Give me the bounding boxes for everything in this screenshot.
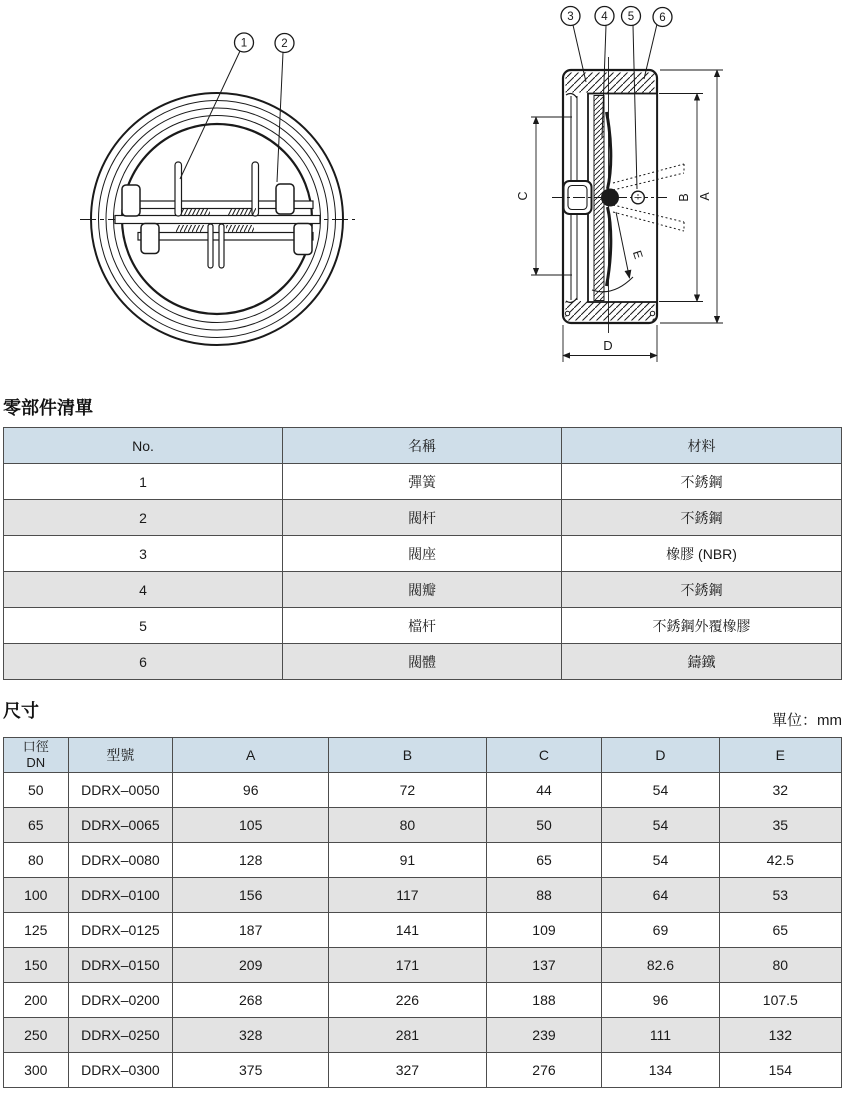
dim-d-cell: 54 (602, 773, 719, 808)
table-row (4, 608, 842, 644)
dim-a-cell: 375 (173, 1053, 329, 1088)
dims-header-dn-line2: DN (26, 755, 46, 770)
callout-1-number: 1 (240, 37, 248, 50)
dims-header-c: C (486, 738, 602, 773)
callout-3-number: 3 (567, 11, 574, 23)
spring-coil (176, 225, 204, 232)
part-material-cell: 橡膠 (NBR) (562, 536, 842, 572)
dn-cell: 200 (4, 983, 69, 1018)
side-view-diagram (516, 7, 723, 363)
table-row (4, 1018, 842, 1053)
body-rib-dot (565, 311, 569, 315)
dim-c-cell: 239 (486, 1018, 602, 1053)
model-cell: DDRX–0065 (68, 808, 173, 843)
body-wall-hatch-top (566, 73, 655, 93)
part-name-cell: 閥杆 (283, 500, 562, 536)
model-cell: DDRX–0100 (68, 878, 173, 913)
dim-a-cell: 156 (173, 878, 329, 913)
dim-a-cell: 328 (173, 1018, 329, 1053)
dim-d-cell: 96 (602, 983, 719, 1018)
dims-header-b: B (329, 738, 487, 773)
body-wall-hatch-bottom (566, 301, 655, 321)
table-row (4, 913, 842, 948)
dim-e-cell: 53 (719, 878, 841, 913)
dim-b-cell: 171 (329, 948, 487, 983)
part-no-cell: 1 (4, 464, 283, 500)
unit-label: 單位：mm (772, 712, 842, 729)
part-material-cell: 不銹鋼 (562, 500, 842, 536)
dim-e-cell: 35 (719, 808, 841, 843)
model-cell: DDRX–0050 (68, 773, 173, 808)
body-rib-dot (650, 311, 654, 315)
dim-d-cell: 69 (602, 913, 719, 948)
spring-pin (175, 162, 182, 216)
dim-d-cell: 54 (602, 808, 719, 843)
table-row (4, 773, 842, 808)
parts-list-title: 零部件清單 (3, 398, 93, 418)
dim-label-b: B (677, 193, 691, 202)
dim-e-cell: 80 (719, 948, 841, 983)
callout-5-number: 5 (627, 11, 635, 23)
table-row (4, 536, 842, 572)
dim-d-cell: 54 (602, 843, 719, 878)
dn-cell: 100 (4, 878, 69, 913)
dim-b-cell: 72 (329, 773, 487, 808)
dim-a-cell: 268 (173, 983, 329, 1018)
dim-a-cell: 105 (173, 808, 329, 843)
parts-list-section (3, 394, 842, 680)
dn-cell: 300 (4, 1053, 69, 1088)
table-row (4, 572, 842, 608)
part-material-cell: 不銹鋼 (562, 464, 842, 500)
dim-label-e: E (629, 248, 646, 261)
stopper-block (294, 224, 312, 255)
callout-2-number: 2 (281, 38, 288, 50)
dim-c-cell: 276 (486, 1053, 602, 1088)
dim-label-c: C (516, 191, 530, 201)
parts-list-table (3, 427, 842, 680)
dn-cell: 150 (4, 948, 69, 983)
dim-label-d: D (603, 338, 613, 353)
lower-pin (208, 224, 213, 268)
part-no-cell: 5 (4, 608, 283, 644)
dim-e-cell: 65 (719, 913, 841, 948)
dim-e-cell: 107.5 (719, 983, 841, 1018)
dims-header-e: E (719, 738, 841, 773)
table-row (4, 644, 842, 680)
dimensions-title: 尺寸 (3, 701, 39, 721)
callout-6-number: 6 (659, 12, 666, 24)
spring-coil (228, 208, 256, 216)
front-view-diagram (80, 33, 355, 345)
dn-cell: 50 (4, 773, 69, 808)
part-name-cell: 閥瓣 (283, 572, 562, 608)
dims-header-dn (4, 738, 69, 773)
lower-plate-edge (138, 233, 313, 241)
dim-e-cell: 42.5 (719, 843, 841, 878)
callout-4-number: 4 (601, 11, 608, 23)
dim-a-cell: 209 (173, 948, 329, 983)
parts-header-row (4, 428, 842, 464)
hinge-pin-bar (115, 216, 320, 224)
dim-a-cell: 187 (173, 913, 329, 948)
dim-b-cell: 327 (329, 1053, 487, 1088)
table-row (4, 983, 842, 1018)
dim-e-cell: 154 (719, 1053, 841, 1088)
parts-header-material: 材料 (562, 428, 842, 464)
parts-header-name: 名稱 (283, 428, 562, 464)
dim-b-cell: 281 (329, 1018, 487, 1053)
dimensions-section (3, 697, 842, 1088)
dim-b-cell: 226 (329, 983, 487, 1018)
part-no-cell: 2 (4, 500, 283, 536)
stopper-block (141, 224, 159, 254)
part-material-cell: 鑄鐵 (562, 644, 842, 680)
part-material-cell: 不銹鋼 (562, 572, 842, 608)
model-cell: DDRX–0250 (68, 1018, 173, 1053)
valve-drawings (0, 0, 846, 392)
lower-pin (219, 224, 224, 268)
dim-d-cell: 134 (602, 1053, 719, 1088)
dim-c-cell: 44 (486, 773, 602, 808)
stopper-block (276, 184, 294, 214)
dims-header-d: D (602, 738, 719, 773)
dim-c-cell: 188 (486, 983, 602, 1018)
model-cell: DDRX–0150 (68, 948, 173, 983)
spring-coil (182, 208, 210, 216)
parts-header-no: No. (4, 428, 283, 464)
table-row (4, 843, 842, 878)
dn-cell: 250 (4, 1018, 69, 1053)
dn-cell: 65 (4, 808, 69, 843)
stopper-block (122, 185, 140, 216)
dim-a-cell: 96 (173, 773, 329, 808)
dim-c-cell: 137 (486, 948, 602, 983)
dims-header-model: 型號 (68, 738, 173, 773)
dim-c-cell: 109 (486, 913, 602, 948)
dim-a (660, 70, 723, 323)
dimensions-table (3, 737, 842, 1088)
dn-cell: 80 (4, 843, 69, 878)
dim-c-cell: 65 (486, 843, 602, 878)
table-row (4, 500, 842, 536)
dim-c-cell: 50 (486, 808, 602, 843)
dim-c-cell: 88 (486, 878, 602, 913)
table-row (4, 948, 842, 983)
dim-e-cell: 32 (719, 773, 841, 808)
table-row (4, 878, 842, 913)
part-no-cell: 3 (4, 536, 283, 572)
part-name-cell: 閥體 (283, 644, 562, 680)
part-no-cell: 4 (4, 572, 283, 608)
dim-e-cell: 132 (719, 1018, 841, 1053)
dim-d-cell: 111 (602, 1018, 719, 1053)
spring-coil (226, 225, 254, 232)
table-row (4, 808, 842, 843)
callout-1-leader (180, 51, 240, 179)
model-cell: DDRX–0080 (68, 843, 173, 878)
dim-b-cell: 91 (329, 843, 487, 878)
spring-pin (252, 162, 259, 216)
dims-header-row (4, 738, 842, 773)
dims-header-dn-line1: 口徑 (22, 739, 49, 755)
part-name-cell: 檔杆 (283, 608, 562, 644)
part-name-cell: 閥座 (283, 536, 562, 572)
dim-b-cell: 80 (329, 808, 487, 843)
dim-d-cell: 82.6 (602, 948, 719, 983)
dim-b-cell: 117 (329, 878, 487, 913)
table-row (4, 464, 842, 500)
dim-label-a: A (698, 192, 712, 201)
model-cell: DDRX–0125 (68, 913, 173, 948)
dn-cell: 125 (4, 913, 69, 948)
table-row (4, 1053, 842, 1088)
dimensions-title-row (3, 697, 842, 730)
dims-header-a: A (173, 738, 329, 773)
dim-a-cell: 128 (173, 843, 329, 878)
part-no-cell: 6 (4, 644, 283, 680)
model-cell: DDRX–0300 (68, 1053, 173, 1088)
engineering-drawing-svg (0, 0, 846, 392)
dim-b-cell: 141 (329, 913, 487, 948)
part-name-cell: 彈簧 (283, 464, 562, 500)
dim-d-cell: 64 (602, 878, 719, 913)
model-cell: DDRX–0200 (68, 983, 173, 1018)
part-material-cell: 不銹鋼外覆橡膠 (562, 608, 842, 644)
